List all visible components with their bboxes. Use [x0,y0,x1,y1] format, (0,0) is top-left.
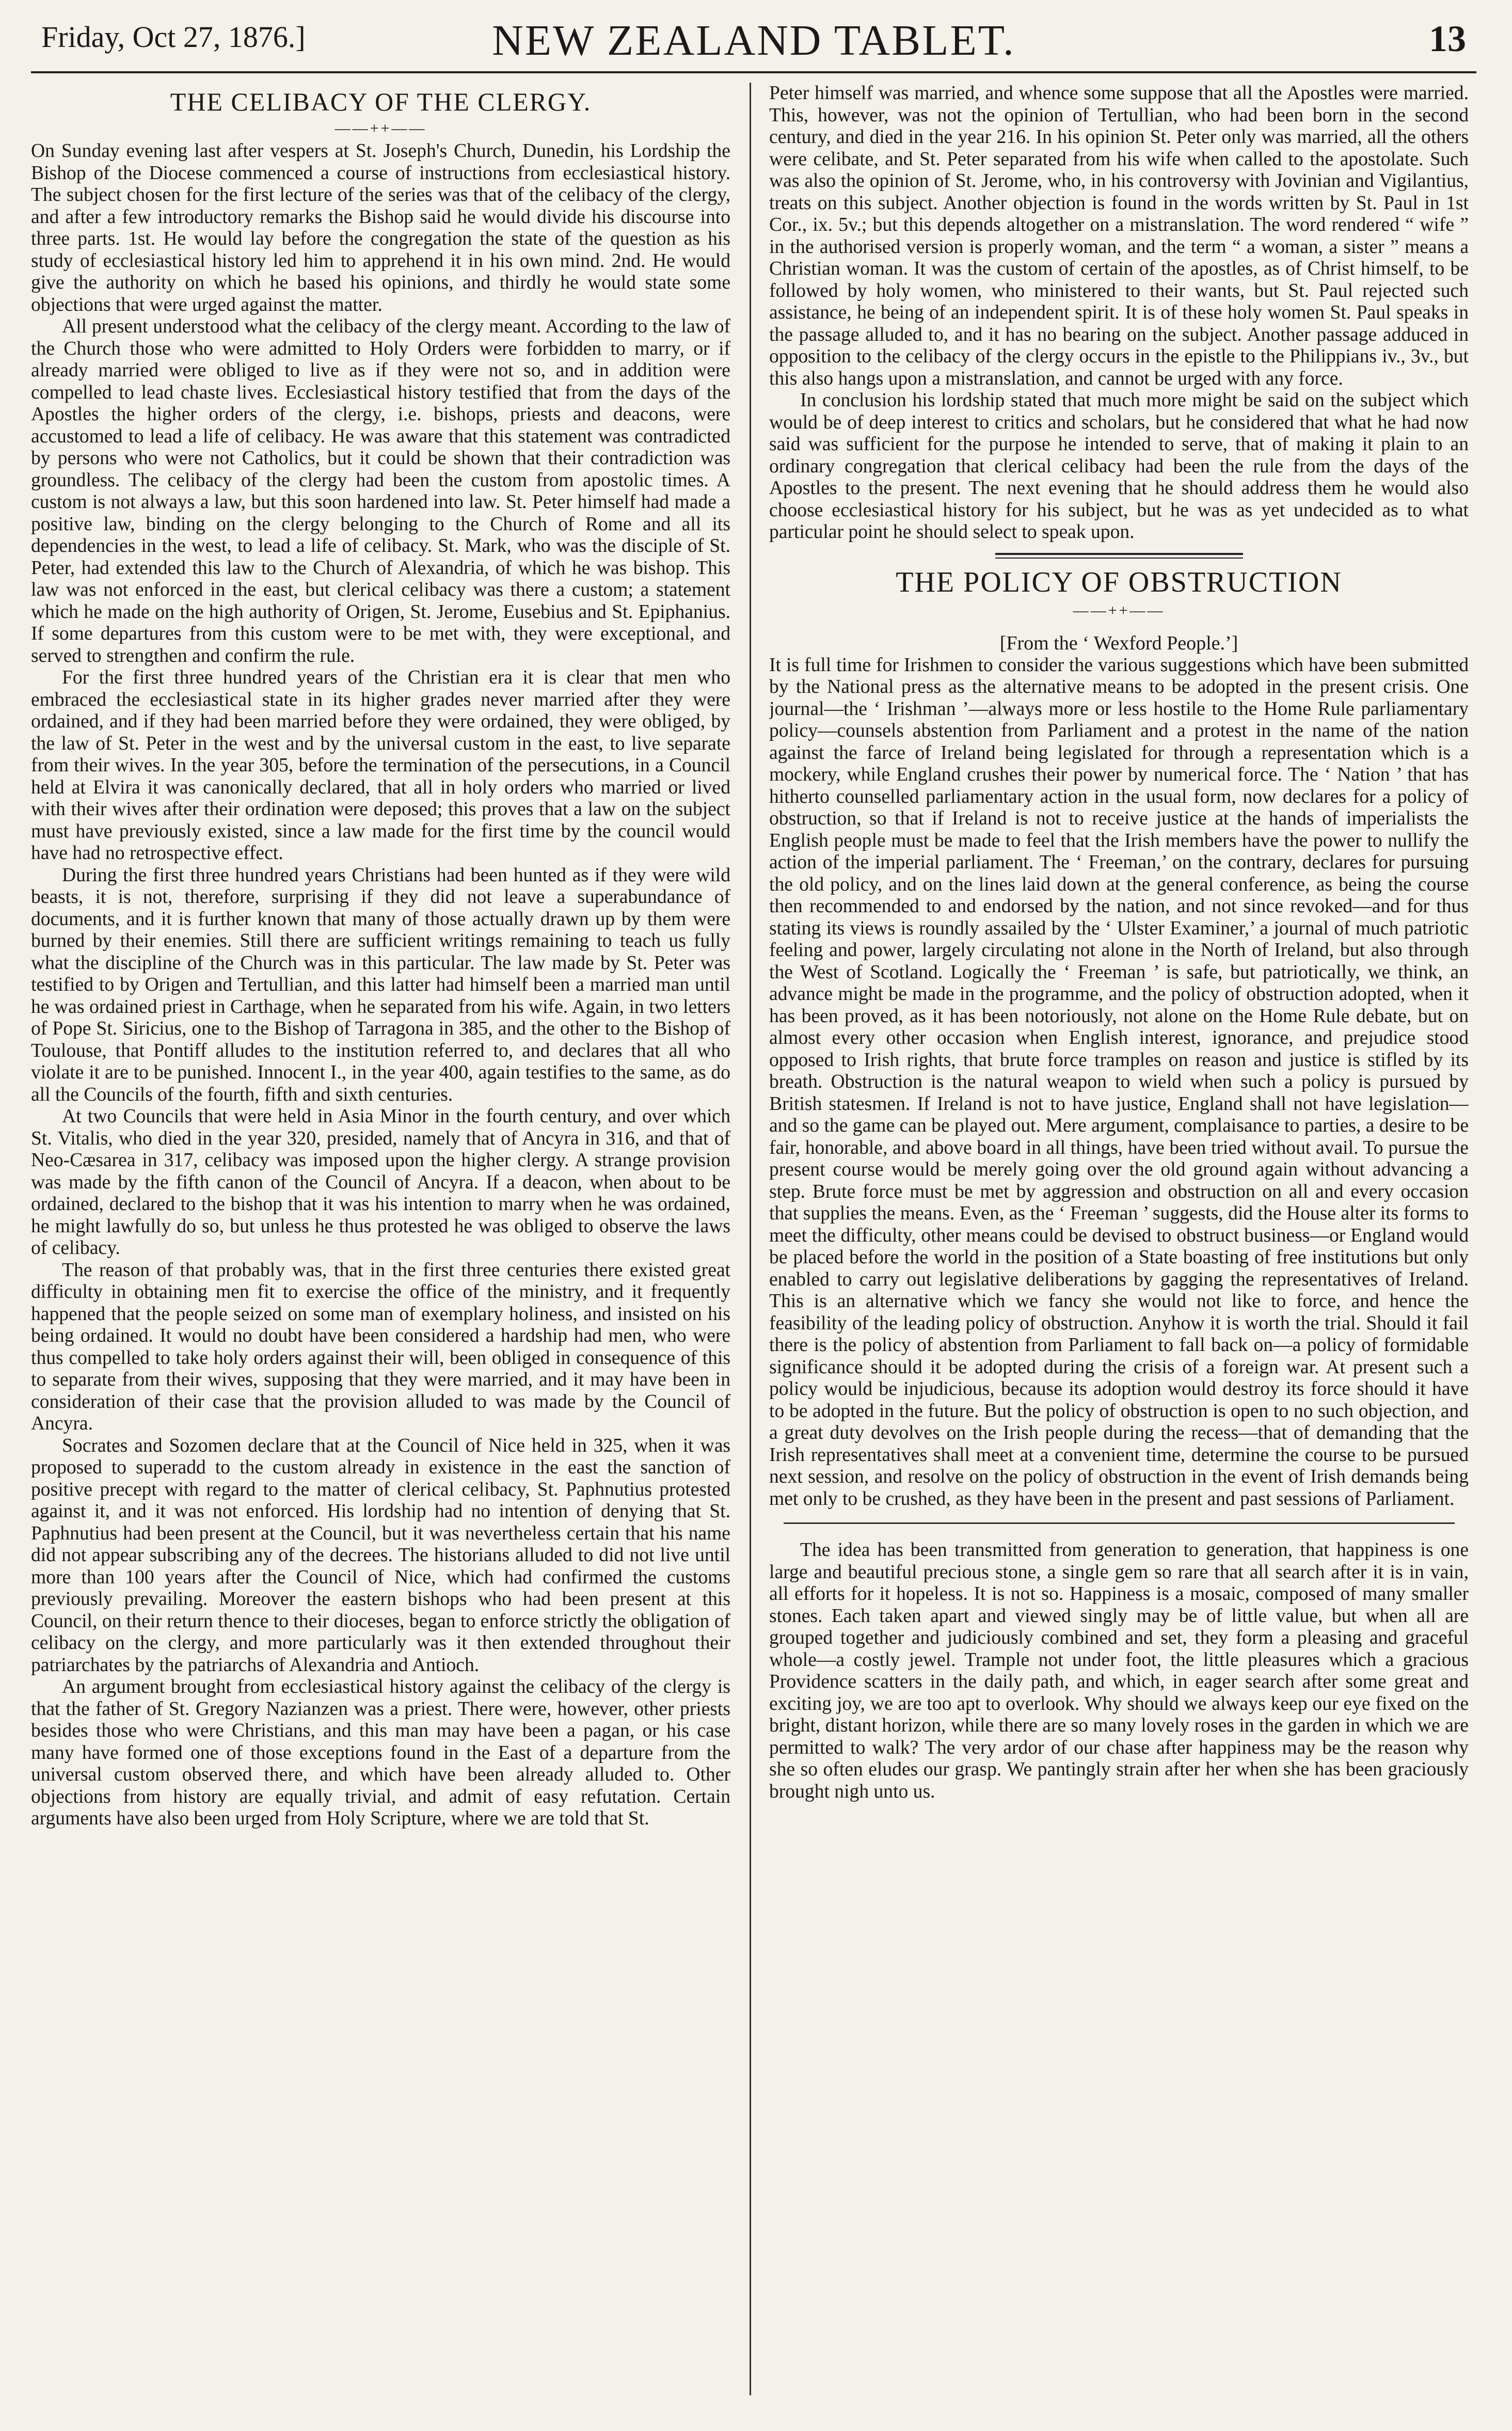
section-divider [995,553,1243,559]
headline-ornament: ——++—— [1073,601,1165,619]
newspaper-page [31,15,1476,2411]
newspaper-title: NEW ZEALAND TABLET. [492,17,1015,65]
article-headline-celibacy: THE CELIBACY OF THE CLERGY. [170,87,592,116]
page-number: 13 [1429,18,1466,59]
issue-date: Friday, Oct 27, 1876.] [41,20,306,54]
masthead-rule [31,71,1476,73]
article-source: [From the ‘ Wexford People.’] [999,632,1238,654]
article-continuation-paragraph: Peter himself was married, and whence some suppose that all the Apostles were married. This, however, was not the opinion of Tertullian, who had been born in the second century, and died in the year 216. In his opinion St. Peter only was married, all the others were celibate, and St. Peter separated from his wife when called to the apostolate. Such was also the opinion of St. Jerome, who, in his controversy with Jovinian and Vigilantius, treats on this subject. Another objection is found in the words written by St. Paul in 1st Cor., ix. 5v.; but this depends altogether on a mistranslation. The word rendered “ wife ” in the authorised version is properly woman, and the term “ a woman, a sister ” means a Christian woman. It was the custom of certain of the apostles, as of Christ himself, to be followed by holy women, who ministered to their wants, but St. Paul rejected such assistance, he being of an independent spirit. It is of these holy women St. Paul speaks in the passage alluded to, and it has no bearing on the subject. Another passage adduced in opposition to the celibacy of the clergy occurs in the epistle to the Philippians iv., 3v., but this also hangs upon a mistranslation, and cannot be urged with any force. [769,83,1469,389]
article-paragraph: It is full time for Irishmen to consider the various suggestions which have been submitted by the National press as the alternative means to be adopted in the present crisis. One journal—the ‘ Irishman ’—always more or less hostile to the Home Rule parliamentary policy—counsels abstention from Parliament and a protest in the name of the nation against the farce of Ireland being legislated for through a representation which is a mockery, while England crushes their power by numerical force. The ‘ Nation ’ that has hitherto counselled parliamentary action in the usual form, now declares for a policy of obstruction, so that if Ireland is not to receive justice at the hands of imperialists the English people must be made to feel that the Irish members have the power to nullify the action of the imperial parliament. The ‘ Freeman,’ on the contrary, declares for pursuing the old policy, and on the lines laid down at the general conference, as being the course then recommended to and endorsed by the nation, and not since revoked—and for thus stating its views is roundly assailed by the ‘ Ulster Examiner,’ a journal of much patriotic feeling and power, largely circulating not alone in the North of Ireland, but also through the West of Scotland. Logically the ‘ Freeman ’ is safe, but patriotically, we think, an advance might be made in the programme, and the policy of obstruction adopted, when it has been proved, as it has been notoriously, not alone on the Home Rule debate, but on almost every other occasion when English interest, ignorance, and prejudice stood opposed to Irish rights, that brute force tramples on reason and justice is stifled by its breath. Obstruction is the natural weapon to wield when such a policy is pursued by British statesmen. If Ireland is not to have justice, England shall not have legislation—and so the game can be played out. Mere argument, complaisance to parties, a desire to be fair, honorable, and above board in all things, have been tried without avail. To pursue the present course would be merely going over the old ground again without advancing a step. Brute force must be met by aggression and obstruction on all and every occasion that supplies the means. Even, as the ‘ Freeman ’ suggests, did the House alter its forms to meet the difficulty, other means could be devised to obstruct business—or England would be placed before the world in the position of a State boasting of free institutions but only enabled to carry out legislative deliberations by gagging the representatives of Ireland. This is an alternative which we fancy she would not like to force, and hence the feasibility of the leading policy of obstruction. Anyhow it is worth the trial. Should it fail there is the policy of abstention from Parliament to fall back on—a policy of formidable significance should it be adopted during the crisis of a foreign war. At present such a policy would be injudicious, because its adoption would destroy its force should it have to be adopted in the future. But the policy of obstruction is open to no such objection, and a great duty devolves on the Irish people during the recess—that of demanding that the Irish representatives shall meet at a convenient time, determine the course to be pursued next session, and resolve on the policy of obstruction in the event of Irish demands being met only to be crushed, as they have been in the present and past sessions of Parliament. [769,654,1469,1510]
article-paragraph: At two Councils that were held in Asia Minor in the fourth century, and over which St. Vitalis, who died in the year 320, presided, namely that of Ancyra in 316, and that of Neo-Cæsarea in 317, celibacy was imposed upon the higher clergy. A strange provision was made by the fifth canon of the Council of Ancyra. If a deacon, when about to be ordained, declared to the bishop that it was his intention to marry when he was ordained, he might lawfully do so, but unless he thus protested he was obliged to observe the laws of celibacy. [31,1106,730,1259]
headline-ornament: ——++—— [335,120,427,137]
article-paragraph: The reason of that probably was, that in the first three centuries there existed great difficulty in obtaining men fit to exercise the office of the ministry, and it frequently happened that the people seized on some man of exemplary holiness, and insisted on his being ordained. It would no doubt have been considered a hardship had men, who were thus compelled to take holy orders against their will, been obliged in consequence of this to separate from their wives, supposing that they were married, and it may have been in consideration of their case that the provision alluded to was made by the Council of Ancyra. [31,1259,730,1434]
article-paragraph: For the first three hundred years of the Christian era it is clear that men who embraced the ecclesiastical state in its higher grades never married after they were ordained, and if they had been married before they were ordained, they were obliged, by the law of St. Peter in the west and by the universal custom in the east, to live separate from their wives. In the year 305, before the termination of the persecutions, in a Council held at Elvira it was canonically declared, that all in holy orders who married or lived with their wives after their ordination were deposed; this proves that a law on the subject must have previously existed, since a law made for the first time by the council would have had no retrospective effect. [31,667,730,864]
article-paragraph: During the first three hundred years Christians had been hunted as if they were wild beasts, it is not, therefore, surprising if they did not leave a superabundance of documents, and it is further known that many of those actually drawn up by them were burned by their enemies. Still there are sufficient writings remaining to teach us fully what the discipline of the Church was in this particular. The law made by St. Peter was testified to by Origen and Tertullian, and this latter had himself been a married man until he was ordained priest in Carthage, when he separated from his wife. Again, in two letters of Pope St. Siricius, one to the Bishop of Tarragona in 385, and the other to the Bishop of Toulouse, that Pontiff alludes to the institution referred to, and declares that all who violate it are to be punished. Innocent I., in the year 400, again testifies to the same, as do all the Councils of the fourth, fifth and sixth centuries. [31,864,730,1105]
column-divider [750,83,751,2395]
article-headline-obstruction: THE POLICY OF OBSTRUCTION [896,566,1342,598]
article-paragraph: On Sunday evening last after vespers at St. Joseph's Church, Dunedin, his Lordship the Bishop of the Diocese commenced a course of instructions from ecclesiastical history. The subject chosen for the first lecture of the series was that of the celibacy of the clergy, and after a few introductory remarks the Bishop said he would divide his discourse into three parts. 1st. He would lay before the congregation the state of the question as his study of ecclesiastical history led him to apprehend it in his own mind. 2nd. He would give the authority on which he based his opinions, and thirdly he would state some objections that were urged against the matter. [31,140,730,315]
left-column [31,83,730,2401]
article-paragraph: An argument brought from ecclesiastical history against the celibacy of the clergy is that the father of St. Gregory Nazianzen was a priest. There were, however, other priests besides those who were Christians, and this man may have been a pagan, or his case many have formed one of those exceptions found in the East of a departure from the universal custom observed there, and which have been already alluded to. Other objections from history are equally trivial, and admit of easy refutation. Certain arguments have also been urged from Holy Scripture, where we are told that St. [31,1676,730,1829]
article-paragraph: Socrates and Sozomen declare that at the Council of Nice held in 325, when it was proposed to superadd to the custom already in existence in the east the sanction of positive precept with regard to the matter of clerical celibacy, St. Paphnutius protested against it, and it was not enforced. His lordship had no intention of denying that St. Paphnutius had been present at the Council, but it was nevertheless certain that his name did not appear subscribing any of the decrees. The historians alluded to did not live until more than 100 years after the Council of Nice, which had confirmed the customs previously prevailing. Moreover the eastern bishops who had been present at this Council, on their return thence to their dioceses, began to enforce strictly the obligation of celibacy on the clergy, and more particularly was it then extended throughout their patriarchates by the patriarchs of Alexandria and Antioch. [31,1435,730,1676]
article-continuation-paragraph: In conclusion his lordship stated that much more might be said on the subject which would be of deep interest to critics and scholars, but he considered that what he had now said was sufficient for the purpose he intended to serve, that of making it plain to an ordinary congregation that clerical celibacy had been the rule from the days of the Apostles to the present. The next evening that he should address them he would also choose ecclesiastical history for his subject, but he was as yet undecided as to what particular point he should select to speak upon. [769,390,1469,543]
masthead [31,15,1476,72]
article-paragraph-happiness: The idea has been transmitted from generation to generation, that happiness is one large and beautiful precious stone, a single gem so rare that all search after it is in vain, all efforts for it hopeless. It is not so. Happiness is a mosaic, composed of many smaller stones. Each taken apart and viewed singly may be of little value, but when all are grouped together and judiciously combined and set, they form a pleasing and graceful whole—a costly jewel. Trample not under foot, the little pleasures which a gracious Providence scatters in the daily path, and which, in eager search after some great and exciting joy, we are too apt to overlook. Why should we always keep our eye fixed on the bright, distant horizon, while there are so many lovely roses in the garden in which we are permitted to walk? The very ardor of our chase after happiness may be the reason why she so often eludes our grasp. We pantingly strain after her when she has been graciously brought nigh unto us. [769,1539,1469,1802]
section-divider [784,1522,1455,1524]
article-paragraph: All present understood what the celibacy of the clergy meant. According to the law of the Church those who were admitted to Holy Orders were forbidden to marry, or if already married were obliged to live as if they were not so, and in addition were compelled to lead chaste lives. Ecclesiastical history testified that from the days of the Apostles the higher orders of the clergy, i.e. bishops, priests and deacons, were accustomed to lead a life of celibacy. He was aware that this statement was contradicted by persons who were not Catholics, but it could be shown that their contradiction was groundless. The celibacy of the clergy had been the custom from apostolic times. A custom is not always a law, but this soon hardened into law. St. Peter himself had made a positive law, binding on the clergy belonging to the Church of Rome and all its dependencies in the west, to lead a life of celibacy. St. Mark, who was the disciple of St. Peter, had extended this law to the Church of Alexandria, of which he was bishop. This law was not enforced in the east, but clerical celibacy was there a custom; a statement which he made on the high authority of Origen, St. Jerome, Eusebius and St. Epiphanius. If some departures from this custom were to be met with, they were exceptional, and served to strengthen and confirm the rule. [31,316,730,666]
right-column [769,83,1469,2401]
